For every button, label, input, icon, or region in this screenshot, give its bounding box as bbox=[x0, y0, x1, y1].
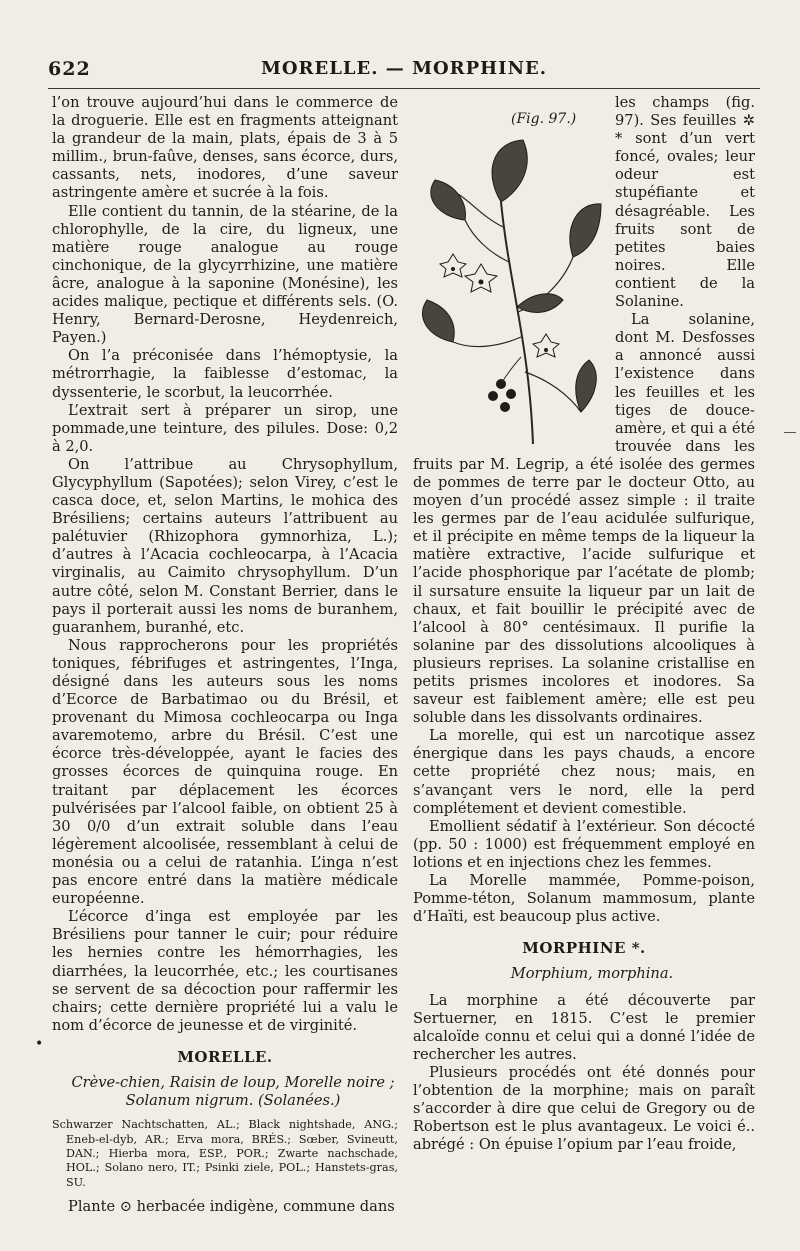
paragraph: Emollient sédatif à l’extérieur. Son décocté (pp. 50 : 1000) est fréquemment employé en lotions et en injections chez les femmes. bbox=[413, 817, 755, 871]
paragraph: les champs (fig. 97). Ses feuilles ✲ * sont d’un vert foncé, ovales; leur odeur est stupéfiante et désagréable. Les fruits sont de petites baies noires. Elle contient de la Solanine. bbox=[615, 94, 755, 311]
paragraph: L’écorce d’inga est employée par les Brésiliens pour tanner le cuir; pour réduire les hernies contre les hémorrhagies, les diarrhées, la leucorrhée, etc.; les courtisanes se servent de sa décoction pour raffermir les chairs; cette dernière propriété lui a valu le nom d’écorce de jeunesse et de virginité. bbox=[52, 908, 398, 1034]
paragraph: Nous rapprocherons pour les propriétés toniques, fébrifuges et astringentes, l’Inga, désigné dans les auteurs sous les noms d’Ecorce de Barbatimao ou du Brésil, et provenant du Mimosa cochleocarpa ou Inga avaremotemo, arbre du Brésil. C’est une écorce très-développée, ayant le facies des grosses écorces de quinquina rouge. En traitant par déplacement les écorces pulvérisées par l’alcool faible, on obtient 25 à 30 0/0 d’un extrait soluble dans l’eau légèrement alcoolisée, ressemblant à celui de monésia ou a celui de ratanhia. L’inga n’est pas encore entré dans la matière médicale européenne. bbox=[52, 636, 398, 908]
page-number: 622 bbox=[48, 58, 91, 80]
figure-caption: (Fig. 97.) bbox=[511, 111, 577, 127]
synonyms-line: Morphium, morphina. bbox=[510, 965, 674, 983]
paragraph: Plante ⊙ herbacée indigène, commune dans bbox=[68, 1198, 395, 1216]
foreign-names: Schwarzer Nachtschatten, AL.; Black nightshade, ANG.; Eneb-el-dyb, AR.; Erva mora, BRÉS.; Sœber, Svineutt, DAN.; Hierba mora, ESP., POR.; Zwarte nachschade, HOL.; Solano nero, IT.; Psinki ziele, POL.; Hanstets-gras, SU. bbox=[52, 1118, 398, 1189]
page-header bbox=[48, 58, 760, 89]
section-title-morphine: MORPHINE *. bbox=[522, 939, 646, 958]
paragraph: La morphine a été découverte par Sertuerner, en 1815. C’est le premier alcaloïde connu et celui qui a donné l’idée de rechercher les autres. bbox=[413, 991, 755, 1063]
paragraph: L’extrait sert à préparer un sirop, une pommade,une teinture, des pilules. Dose: 0,2 à 2,0. bbox=[52, 401, 398, 455]
left-column bbox=[52, 94, 398, 1216]
paragraph: l’on trouve aujourd’hui dans le commerce de la droguerie. Elle est en fragments atteignant la grandeur de la main, plats, épais de 3 à 5 millim., brun-faûve, denses, sans écorce, durs, cassants, nets, inodores, d’une saveur astringente amère et sucrée à la fois. bbox=[52, 94, 398, 202]
section-title-morelle: MORELLE. bbox=[177, 1047, 273, 1066]
synonyms-line: Crève-chien, Raisin de loup, Morelle noire ; bbox=[71, 1073, 395, 1091]
paragraph: On l’a préconisée dans l’hémoptysie, la métrorrhagie, la faiblesse d’estomac, la dyssenterie, le scorbut, la leucorrhée. bbox=[52, 347, 398, 401]
paragraph: La Morelle mammée, Pomme-poison, Pomme-téton, Solanum mammosum, plante d’Haïti, est beaucoup plus active. bbox=[413, 872, 755, 926]
figure-97 bbox=[413, 94, 609, 450]
paragraph: La solanine, dont M. Desfosses a annoncé aussi l’existence dans les feuilles et les tiges de douce-amère, et qui a été trouvée dans les fruits par M. Legrip, a été isolée des germes de pommes de terre par le docteur Otto, au moyen d’un procédé assez simple : il traite les germes par de l’eau acidulée sulfurique, et il précipite en même temps de la liqueur la matière extractive, l’acide sulfurique et l’acide phosphorique par l’acétate de plomb; il sursature ensuite la liqueur par un lait de chaux, et fait bouillir le précipité avec de l’alcool à 80° centésimaux. Il purifie la solanine par des dissolutions alcooliques à plusieurs reprises. La solanine cristallise en petits prismes incolores et inodores. Sa saveur est faiblement amère; elle est peu soluble dans les dissolvants ordinaires. bbox=[413, 311, 755, 727]
paragraph: Plusieurs procédés ont été donnés pour l’obtention de la morphine; mais on paraît s’accorder à dire que celui de Gregory ou de Robertson est le plus avantageux. Le voici é.. abrégé : On épuise l’opium par l’eau froide, bbox=[413, 1063, 755, 1154]
margin-tick bbox=[784, 432, 796, 433]
paragraph: Elle contient du tannin, de la stéarine, de la chlorophylle, de la cire, du ligneux, une matière rouge analogue au rouge cinchonique, de la glycyrrhizine, une matière âcre, analogue à la saponine (Monésine), les acides malique, pectique et différents sels. (O. Henry, Bernard-Derosne, Heydenreich, Payen.) bbox=[52, 202, 398, 347]
running-head: MORELLE. — MORPHINE. bbox=[260, 58, 548, 79]
right-column bbox=[413, 94, 755, 1154]
paragraph: On l’attribue au Chrysophyllum, Glycyphyllum (Sapotées); selon Virey, c’est le casca doce, et, selon Martins, le mohica des Brésiliens; certains auteurs l’attribuent au palétuvier (Rhizophora gymnorhiza, L.); d’autres à l’Acacia cochleocarpa, à l’Acacia virginalis, au Caimito chrysophyllum. D’un autre côté, selon M. Constant Berrier, dans le pays il porterait aussi les noms de buranhem, guaranhem, buranhé, etc. bbox=[52, 455, 398, 636]
synonyms-line: Solanum nigrum. (Solanées.) bbox=[125, 1092, 341, 1110]
nightshade-illustration bbox=[413, 132, 603, 450]
margin-bullet: • bbox=[35, 1036, 44, 1052]
paragraph: La morelle, qui est un narcotique assez énergique dans les pays chauds, a encore cette propriété chez nous; mais, en s’avançant vers le nord, elle la perd complétement et devient comestible. bbox=[413, 727, 755, 817]
